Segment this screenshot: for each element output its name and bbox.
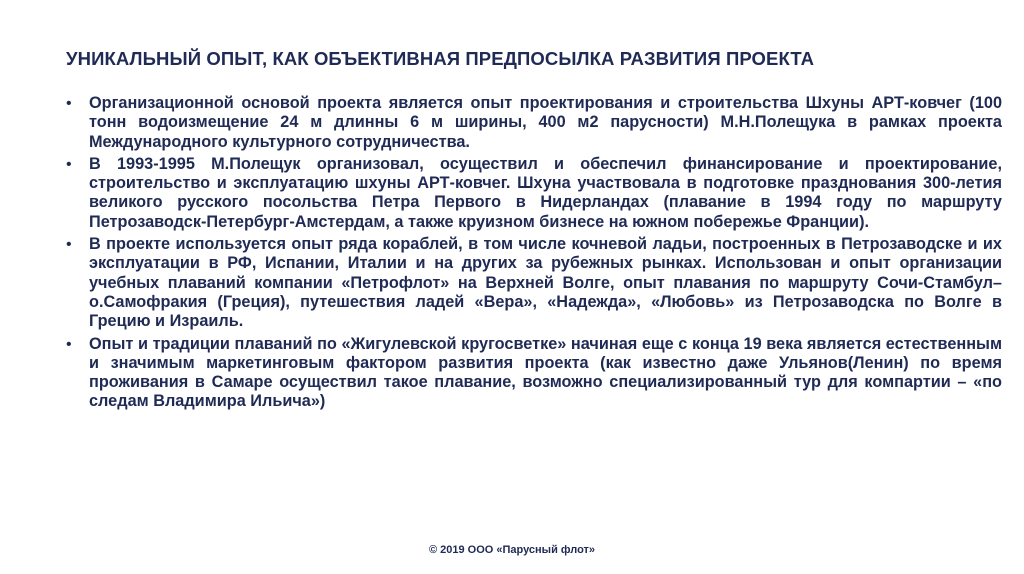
bullet-item [66,155,1002,232]
bullet-item [66,94,1002,152]
bullet-marker: • [66,155,72,173]
bullet-marker: • [66,335,72,353]
bullet-text: В 1993-1995 М.Полещук организовал, осуществил и обеспечил финансирование и проектирование, строительство и эксплуатацию шхуны АРТ-ковчег. Шхуна участвовала в подготовке празднования 300-летия великого русского посольства Петра Первого в Нидерландах (плавание в 1994 году по маршруту Петрозаводск-Петербург-Амстердам, а также круизном бизнесе на южном побережье Франции). [89,154,1002,231]
footer-copyright: © 2019 ООО «Парусный флот» [428,544,596,556]
bullet-text: В проекте используется опыт ряда кораблей, в том числе кочневой ладьи, построенных в Петрозаводске и их эксплуатации в РФ, Испании, Италии и на других за рубежных рынках. Использован и опыт организации учебных плаваний компании «Петрофлот» на Верхней Волге, опыт плавания по маршруту Сочи-Стамбул–о.Самофракия (Греция), путешествия ладей «Вера», «Надежда», «Любовь» из Петрозаводска по Волге в Грецию и Израиль. [89,235,1002,331]
bullet-marker: • [66,236,72,254]
bullet-marker: • [66,95,72,112]
bullet-text: Опыт и традиции плаваний по «Жигулевской кругосветке» начиная еще с конца 19 века является естественным и значимым маркетинговым фактором развития проекта (как известно даже Ульянов(Ленин) по время проживания в Самаре осуществил такое плавание, возможно специализированный тур для компартии – «по следам Владимира Ильича») [89,334,1002,411]
bullet-item [66,235,1002,331]
slide-title: УНИКАЛЬНЫЙ ОПЫТ, КАК ОБЪЕКТИВНАЯ ПРЕДПОСЫЛКА РАЗВИТИЯ ПРОЕКТА [66,48,815,69]
bullet-text: Организационной основой проекта является опыт проектирования и строительства Шхуны АРТ-ковчег (100 тонн водоизмещение 24 м длинны 6 м ширины, 400 м2 парусности) М.Н.Полещука в рамках проекта Международного культурного сотрудничества. [89,94,1002,151]
bullet-list [66,94,1002,415]
bullet-item [66,335,1002,412]
